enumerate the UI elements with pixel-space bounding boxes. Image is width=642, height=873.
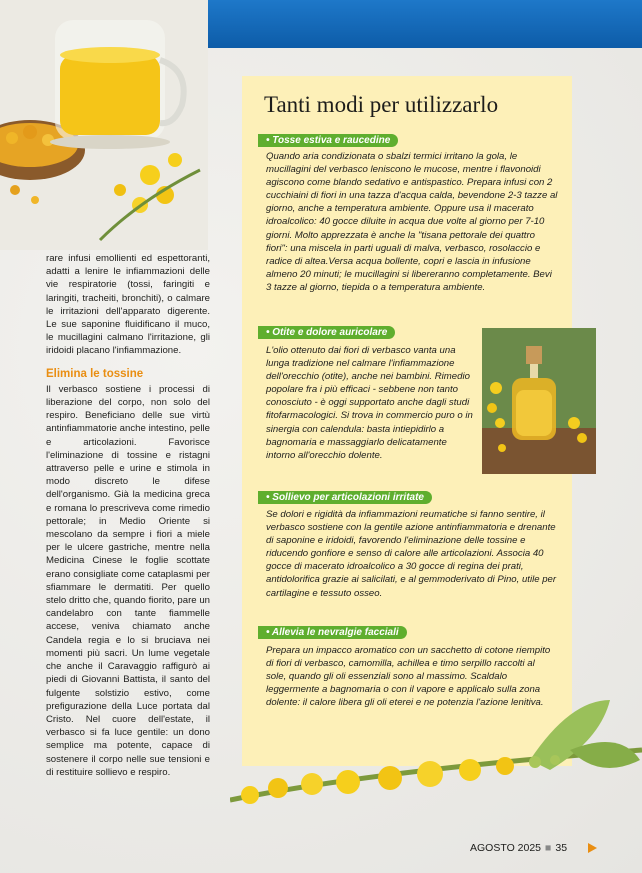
left-section-heading: Elimina le tossine: [46, 367, 144, 380]
section-text-otite: L'olio ottenuto dai fiori di verbasco vanta una lunga tradizione nel calmare l'infiammazione dell'orecchio (otite), anche nei bambini. Rimedio popolare fra i più efficaci - sebbene non tanto conosciuto - è oggi supportato anche dagli studi fitofarmacologici. Si trova in commercio puro o in sinergia con calendula: basta intiepidirlo a bagnomaria e massaggiarlo delicatamente intorno all'orecchio dolente.: [266, 345, 473, 461]
section-heading-tosse: • Tosse estiva e raucedine: [258, 134, 398, 147]
tea-cup-photo: [0, 0, 208, 250]
issue-label: AGOSTO 2025: [470, 842, 542, 854]
oil-bottle-photo: [482, 328, 596, 474]
section-text-articolazioni: Se dolori e rigidità da infiammazioni reumatiche si fanno sentire, il verbasco sostiene con la gentile azione antinfiammatoria e drenante di saponine e iridoidi, favorendo l'eliminazione delle tossine e riducendo gonfiore e senso di calore alle articolazioni. Associa 40 gocce di macerato idroalcolico a 30 gocce di regina dei prati, antidolorifica grazie ai salicilati, e al gemmoderivato di Pino, utile per cartilagine e tessuto osseo.: [266, 509, 557, 599]
footer-separator: ■: [545, 842, 552, 854]
verbascum-flowers-illustration: [230, 690, 642, 830]
top-banner: [208, 0, 642, 48]
section-text-nevralgie: Prepara un impacco aromatico con un sacchetto di cotone riempito di fiori di verbasco, camomilla, achillea e timo serpillo raccolti al sole, quando gli oli essenziali sono al massimo. Scaldalo leggermente a bagnomaria o con il vapore e applicalo sulla zona dolente: il calore libera gli oli eterei e ne potenzia l'azione lenitiva.: [266, 645, 551, 709]
section-text-tosse: Quando aria condizionata o sbalzi termici irritano la gola, le mucillagini del verbasco leniscono le mucose, mentre i flavonoidi agiscono come blando sedativo e antispastico. Prepara infusi con 2 cucchiaini di fiori in una tazza d'acqua calda, bevendone 2-3 tazze al giorno, anche a temperatura ambiente. Oppure usa il macerato idroalcolico: 40 gocce diluite in acqua due volte al giorno per 7-10 giorni. Molto apprezzata è anche la "tisana pettorale dei quattro fiori": una miscela in parti uguali di malva, verbasco, rosolaccio e radice di altea.Versa acqua bollente, copri e lascia in infusione almeno 20 minuti; le mucillagini si libereranno completamente. Bevi 3 tazze al giorno, tiepida o a temperatura ambiente.: [266, 151, 558, 293]
page-number: 35: [555, 842, 568, 854]
next-page-arrow-icon: [588, 843, 597, 853]
panel-title: Tanti modi per utilizzarlo: [264, 92, 499, 117]
left-intro-text: rare infusi emollienti ed espettoranti, adatti a lenire le infiammazioni delle vie respiratorie (tossi, faringiti e laringiti, tracheiti, bronchiti), o calmare le irritazioni dell'apparato digerente. Le sue saponine fluidificano il muco, le mucillagini calmano l'irritazione, gli iridoidi placano l'infiammazione.: [46, 253, 210, 357]
section-heading-nevralgie: • Allevia le nevralgie facciali: [258, 626, 407, 639]
left-column: [46, 252, 210, 779]
left-body-text: Il verbasco sostiene i processi di liberazione del corpo, non solo del respiro. Beneficiano delle sue virtù antinfiammatorie anche intestino, pelle e articolazioni. Favorisce l'eliminazione di tossine e ristagni attraverso pelle e urine e stimola in modo discreto le difese dell'organismo. Già la medicina greca e romana lo prescriveva come rimedio pettorale; in Medio Oriente si mescolano da sempre i fiori a miele per le ulcere gastriche, mentre nella Medicina Cinese le foglie scottate erano consigliate come cataplasmi per sfiammare le dermatiti. Per quello stelo dritto che, quando fiorito, pare un candelabro con tante fiammelle accese, veniva chiamato anche Candela regia e lo si bruciava nei momenti più sacri. Un lume vegetale che anche il Caravaggio raffigurò ai piedi di Giovanni Battista, il santo del fulgente solstizio estivo, come prefigurazione della Luce portata dal Cristo. Nel cuore dell'estate, il verbasco si fa luce gentile: un dono semplice ma potente, capace di sostenere il corpo nelle sue tensioni e di restituire sollievo e respiro.: [46, 383, 210, 778]
section-heading-otite: • Otite e dolore auricolare: [258, 326, 395, 339]
page-footer: [470, 842, 567, 854]
section-heading-articolazioni: • Sollievo per articolazioni irritate: [258, 491, 432, 504]
